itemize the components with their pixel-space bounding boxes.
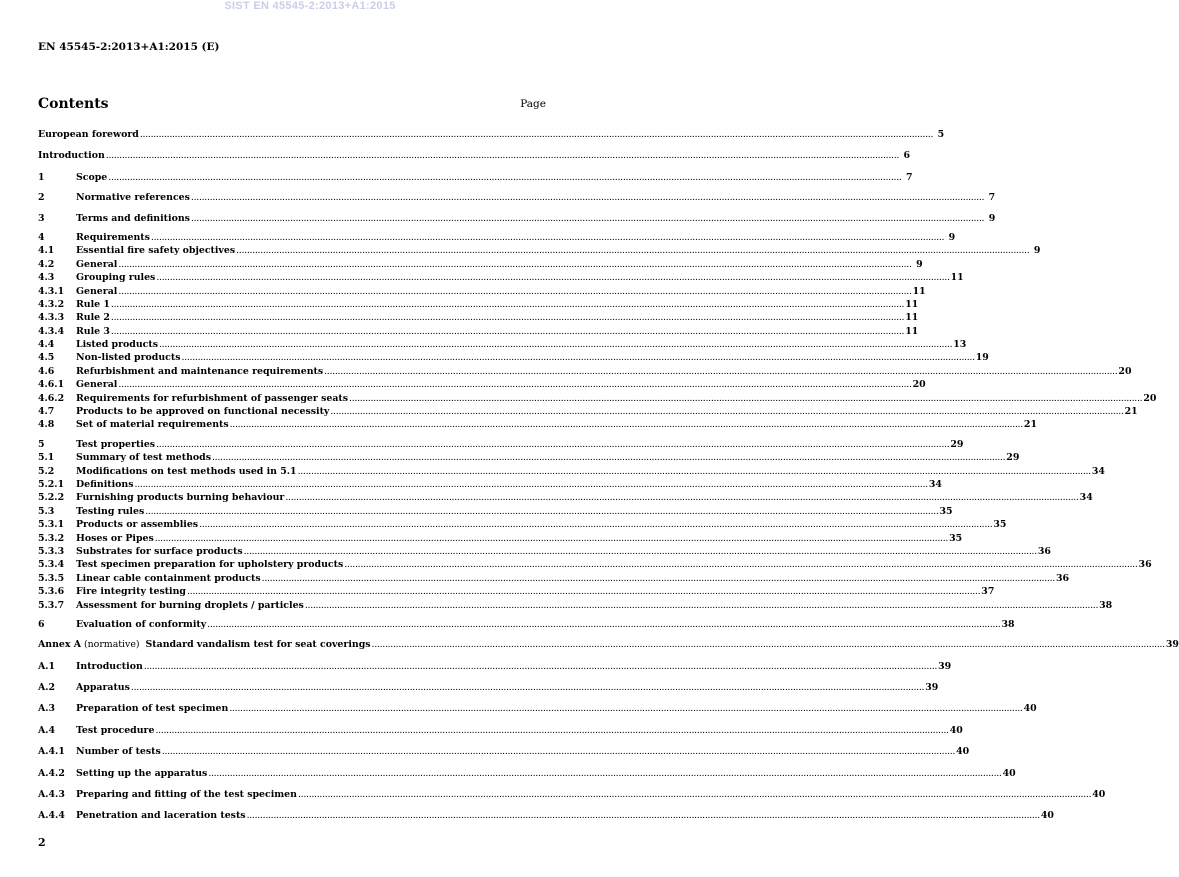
toc-entry-page: 39 — [925, 682, 939, 694]
toc-entry[interactable] — [38, 258, 923, 271]
page-column-label: Page — [520, 98, 546, 110]
toc-entry[interactable] — [38, 231, 956, 244]
toc-entry-page: 40 — [1040, 810, 1054, 822]
toc-entry-page: 9 — [948, 231, 956, 243]
dot-leader — [118, 258, 911, 271]
toc-entry-title — [81, 638, 371, 651]
toc-entry-title-text: Hoses or Pipes — [76, 532, 154, 544]
dot-leader — [118, 378, 911, 391]
toc-entry[interactable] — [38, 491, 1093, 504]
toc-entry-number: 4.2 — [38, 258, 55, 270]
toc-entry-title — [76, 271, 155, 284]
toc-entry-title-text: Test procedure — [76, 724, 155, 736]
toc-entry-title — [76, 767, 207, 780]
toc-entry-number: European foreword — [38, 129, 139, 140]
dot-leader — [144, 660, 937, 673]
toc-entry-number: A.2 — [38, 682, 56, 694]
dot-leader — [208, 767, 1001, 780]
toc-entry[interactable] — [38, 171, 913, 184]
toc-entry-number: A.4.3 — [38, 789, 65, 801]
toc-entry[interactable] — [38, 532, 963, 545]
dot-leader — [151, 231, 944, 244]
dot-leader — [162, 745, 955, 758]
toc-entry-title — [76, 351, 180, 364]
toc-entry-title-text: Requirements — [76, 231, 150, 243]
dot-leader — [230, 418, 1023, 431]
toc-entry-page: 11 — [912, 285, 926, 297]
toc-entry[interactable] — [38, 451, 1020, 464]
toc-entry[interactable] — [38, 311, 919, 324]
toc-entry-title — [76, 809, 246, 822]
toc-entry[interactable] — [38, 660, 952, 673]
dot-leader — [135, 478, 928, 491]
toc-entry[interactable] — [38, 599, 1113, 612]
dot-leader — [236, 244, 1029, 257]
toc-entry[interactable] — [38, 572, 1069, 585]
toc-entry-title-text: Apparatus — [76, 682, 130, 694]
toc-entry-number: 1 — [38, 171, 45, 183]
toc-entry-title-text: Test properties — [76, 438, 156, 450]
toc-entry[interactable] — [38, 365, 1132, 378]
dot-leader — [262, 572, 1055, 585]
dot-leader — [156, 271, 949, 284]
dot-leader — [155, 532, 948, 545]
toc-entry-title-text: Refurbishment and maintenance requirements — [76, 365, 324, 377]
toc-entry-title-text: Modifications on test methods used in 5.1 — [76, 465, 297, 477]
toc-entry-title — [76, 532, 154, 545]
toc-entry-page: 40 — [1023, 703, 1037, 715]
dot-leader — [199, 518, 992, 531]
dot-leader — [324, 365, 1117, 378]
toc-entry-number: 3 — [38, 212, 45, 224]
toc-entry-page: 11 — [905, 325, 919, 337]
toc-entry-title — [76, 191, 190, 204]
toc-entry-number: 5.3.3 — [38, 545, 65, 557]
toc-entry-number: 4.7 — [38, 406, 55, 418]
document-identifier: EN 45545-2:2013+A1:2015 (E) — [38, 41, 220, 53]
toc-entry-title — [76, 788, 297, 801]
toc-entry-number: 5.3.2 — [38, 532, 65, 544]
toc-entry-page: 39 — [1165, 639, 1179, 651]
dot-leader — [108, 171, 901, 184]
toc-entry[interactable] — [38, 392, 1157, 405]
toc-entry[interactable] — [38, 128, 945, 141]
toc-entry-title-text: Terms and definitions — [76, 212, 190, 224]
toc-entry[interactable] — [38, 478, 942, 491]
toc-entry-page: 21 — [1023, 419, 1037, 431]
toc-entry[interactable] — [38, 545, 1051, 558]
toc-entry[interactable] — [38, 405, 1138, 418]
toc-entry-title — [76, 438, 155, 451]
toc-entry-title-text: Fire integrity testing — [76, 586, 186, 598]
toc-entry-title — [76, 171, 107, 184]
toc-entry-title — [76, 392, 348, 405]
toc-entry[interactable] — [38, 745, 970, 758]
toc-entry-number: 5.2.2 — [38, 492, 65, 504]
toc-entry-page: 19 — [975, 352, 989, 364]
toc-entry[interactable] — [38, 285, 926, 298]
toc-entry-page: 7 — [988, 192, 996, 204]
dot-leader — [285, 491, 1078, 504]
toc-entry-number: 4.5 — [38, 352, 55, 364]
annex-type: (normative) — [81, 639, 146, 651]
toc-entry-title-text: General — [76, 285, 118, 297]
toc-entry-number: 4.3.4 — [38, 325, 65, 337]
toc-entry[interactable] — [38, 298, 919, 311]
toc-entry-title — [76, 258, 117, 271]
toc-entry[interactable] — [38, 325, 919, 338]
toc-entry-title — [76, 724, 154, 737]
toc-entry[interactable] — [38, 505, 953, 518]
toc-entry-number: 5.3.5 — [38, 572, 65, 584]
dot-leader — [229, 702, 1022, 715]
dot-leader — [305, 599, 1098, 612]
toc-entry-title — [76, 418, 229, 431]
toc-entry-page: 34 — [1079, 492, 1093, 504]
toc-entry-number: A.4.4 — [38, 810, 65, 822]
toc-entry-title-text: Rule 1 — [76, 298, 110, 310]
dot-leader — [349, 392, 1142, 405]
toc-entry-title — [76, 681, 130, 694]
dot-leader — [106, 149, 899, 162]
toc-entry-title-text: Products or assemblies — [76, 519, 199, 531]
toc-entry-title — [76, 378, 117, 391]
toc-entry-page: 29 — [1006, 452, 1020, 464]
toc-entry-number: 4.8 — [38, 419, 55, 431]
toc-entry-number: 4.3.3 — [38, 312, 65, 324]
toc-entry-page: 9 — [1033, 245, 1041, 257]
toc-entry-number: 4 — [38, 231, 45, 243]
toc-entry[interactable] — [38, 809, 1054, 822]
dot-leader — [140, 128, 933, 141]
dot-leader — [298, 465, 1091, 478]
dot-leader — [212, 451, 1005, 464]
toc-entry-number: 4.4 — [38, 339, 55, 351]
dot-leader — [118, 285, 911, 298]
toc-entry-number: 4.6.1 — [38, 379, 65, 391]
toc-entry[interactable] — [38, 149, 911, 162]
toc-entry-title — [76, 338, 158, 351]
toc-entry-title-text: Assessment for burning droplets / particles — [76, 599, 304, 611]
toc-entry-page: 40 — [949, 724, 963, 736]
toc-entry[interactable] — [38, 191, 996, 204]
toc-entry-number: 5 — [38, 438, 45, 450]
toc-entry-title — [76, 518, 198, 531]
toc-entry-page: 38 — [1099, 599, 1113, 611]
toc-entry-title-text: Products to be approved on functional necessity — [76, 406, 330, 418]
toc-entry-title-text: Set of material requirements — [76, 419, 229, 431]
toc-entry-page: 20 — [912, 379, 926, 391]
toc-entry-title — [76, 405, 329, 418]
toc-entry-number: 5.3.1 — [38, 519, 65, 531]
toc-entry-number: 5.3.4 — [38, 559, 65, 571]
toc-entry[interactable] — [38, 724, 963, 737]
toc-entry-page: 9 — [988, 212, 996, 224]
toc-entry-title — [76, 365, 323, 378]
toc-entry-title-text: Requirements for refurbishment of passenger seats — [76, 392, 349, 404]
toc-entry-title-text: Test specimen preparation for upholstery products — [76, 559, 344, 571]
toc-entry-title — [76, 558, 343, 571]
toc-entry-title-text: Standard vandalism test for seat coverings — [145, 639, 371, 651]
toc-entry-number: 4.6.2 — [38, 392, 65, 404]
toc-entry-title-text: Summary of test methods — [76, 452, 211, 464]
toc-entry-number: 5.3.6 — [38, 586, 65, 598]
toc-entry[interactable] — [38, 767, 1016, 780]
toc-entry[interactable] — [38, 465, 1105, 478]
dot-leader — [298, 788, 1091, 801]
toc-entry-title-text: General — [76, 379, 118, 391]
toc-entry-number: 5.1 — [38, 452, 55, 464]
toc-entry-page: 6 — [903, 150, 911, 162]
toc-entry-title — [76, 465, 297, 478]
toc-entry-page: 13 — [953, 339, 967, 351]
toc-entry-title-text: Listed products — [76, 339, 158, 351]
toc-entry-page: 21 — [1124, 406, 1138, 418]
toc-entry-page: 37 — [981, 586, 995, 598]
toc-entry-title-text: Introduction — [76, 660, 143, 672]
toc-entry-title-text: Setting up the apparatus — [76, 767, 208, 779]
toc-entry-page: 40 — [1092, 789, 1106, 801]
toc-entry-number: 4.3.1 — [38, 285, 65, 297]
toc-entry-number: 5.2 — [38, 465, 55, 477]
toc-entry-title-text: Evaluation of conformity — [76, 618, 207, 630]
toc-entry-page: 36 — [1055, 572, 1069, 584]
toc-entry-number: 4.6 — [38, 365, 55, 377]
toc-entry-page: 40 — [956, 746, 970, 758]
toc-entry-number: A.4.2 — [38, 767, 65, 779]
toc-entry-title-text: Furnishing products burning behaviour — [76, 492, 285, 504]
page-number: 2 — [38, 836, 46, 849]
toc-entry-title — [76, 298, 110, 311]
contents-heading: Contents — [38, 96, 109, 112]
dot-leader — [156, 438, 949, 451]
toc-entry-title-text: Testing rules — [76, 505, 145, 517]
toc-entry-number: 6 — [38, 618, 45, 630]
toc-entry-page: 20 — [1118, 365, 1132, 377]
toc-entry-title-text: Non-listed products — [76, 352, 181, 364]
toc-entry-title-text: Preparation of test specimen — [76, 703, 229, 715]
toc-entry-title — [76, 505, 144, 518]
toc-entry-title — [76, 745, 161, 758]
toc-entry-title — [76, 231, 150, 244]
toc-entry-title-text: Definitions — [76, 478, 134, 490]
toc-entry-number: A.4.1 — [38, 746, 65, 758]
table-of-contents — [38, 128, 1179, 823]
toc-entry[interactable] — [38, 212, 996, 225]
toc-entry-number: A.4 — [38, 724, 56, 736]
toc-entry[interactable] — [38, 618, 1015, 631]
toc-entry-page: 40 — [1002, 767, 1016, 779]
toc-entry-title — [76, 599, 304, 612]
toc-entry-page: 9 — [916, 258, 923, 270]
toc-entry[interactable] — [38, 351, 989, 364]
toc-entry-title-text: Preparing and fitting of the test specimen — [76, 789, 297, 801]
toc-entry-title — [76, 325, 110, 338]
dot-leader — [244, 545, 1037, 558]
toc-entry-title — [76, 285, 117, 298]
toc-entry-title — [76, 244, 235, 257]
toc-entry-number: 4.1 — [38, 245, 55, 257]
toc-entry[interactable] — [38, 244, 1041, 257]
dot-leader — [344, 558, 1137, 571]
dot-leader — [207, 618, 1000, 631]
toc-entry-title-text: Normative references — [76, 192, 190, 204]
dot-leader — [111, 311, 904, 324]
toc-entry[interactable] — [38, 638, 1179, 651]
toc-entry-number: Annex A — [38, 639, 81, 651]
toc-entry-number: Introduction — [38, 150, 105, 162]
toc-entry-page: 35 — [949, 532, 963, 544]
toc-entry-number: 4.3.2 — [38, 298, 65, 310]
toc-entry-page: 35 — [939, 505, 953, 517]
toc-entry-number: 5.3.7 — [38, 599, 65, 611]
toc-entry[interactable] — [38, 438, 964, 451]
toc-entry-page: 34 — [928, 478, 942, 490]
toc-entry[interactable] — [38, 378, 926, 391]
toc-entry-page: 36 — [1138, 559, 1152, 571]
toc-entry[interactable] — [38, 338, 967, 351]
toc-entry[interactable] — [38, 418, 1037, 431]
toc-entry-page: 29 — [950, 438, 964, 450]
dot-leader — [111, 325, 904, 338]
toc-entry[interactable] — [38, 271, 964, 284]
toc-entry-page: 5 — [937, 129, 945, 140]
toc-entry-page: 11 — [905, 298, 919, 310]
dot-leader — [372, 638, 1165, 651]
toc-entry[interactable] — [38, 681, 939, 694]
toc-entry-title — [76, 572, 261, 585]
toc-entry-title — [76, 618, 206, 631]
dot-leader — [131, 681, 924, 694]
toc-entry-page: 11 — [950, 272, 964, 284]
dot-leader — [181, 351, 974, 364]
toc-entry-title-text: Penetration and laceration tests — [76, 810, 246, 822]
toc-entry-title-text: Scope — [76, 171, 108, 183]
toc-entry-number: 5.3 — [38, 505, 55, 517]
dot-leader — [330, 405, 1123, 418]
dot-leader — [191, 212, 984, 225]
toc-entry-number: A.1 — [38, 660, 56, 672]
toc-entry-title — [76, 702, 228, 715]
toc-entry-title-text: General — [76, 258, 118, 270]
toc-entry[interactable] — [38, 558, 1152, 571]
toc-entry-page: 36 — [1037, 545, 1051, 557]
toc-entry-title — [76, 478, 134, 491]
toc-entry-page: 38 — [1001, 618, 1015, 630]
toc-entry-title-text: Substrates for surface products — [76, 545, 243, 557]
toc-entry-title-text: Linear cable containment products — [76, 572, 261, 584]
dot-leader — [159, 338, 952, 351]
toc-entry-page: 39 — [938, 660, 952, 672]
toc-entry-title — [76, 451, 211, 464]
toc-entry-title-text: Rule 2 — [76, 312, 110, 324]
toc-entry-title — [76, 660, 143, 673]
toc-entry-title — [76, 311, 110, 324]
toc-entry-number: 4.3 — [38, 272, 55, 284]
dot-leader — [191, 191, 984, 204]
toc-entry[interactable] — [38, 585, 995, 598]
toc-entry[interactable] — [38, 702, 1037, 715]
toc-entry-page: 11 — [905, 312, 919, 324]
toc-entry-title — [76, 212, 190, 225]
toc-entry[interactable] — [38, 518, 1007, 531]
toc-entry-title — [76, 491, 284, 504]
toc-entry-number: 2 — [38, 192, 45, 204]
toc-entry-page: 7 — [906, 171, 913, 183]
toc-entry-title-text: Number of tests — [76, 746, 161, 758]
toc-entry-page: 34 — [1091, 465, 1105, 477]
toc-entry-number: A.3 — [38, 703, 56, 715]
toc-entry-title — [76, 545, 243, 558]
watermark: SIST EN 45545-2:2013+A1:2015 — [224, 0, 396, 12]
dot-leader — [187, 585, 980, 598]
dot-leader — [145, 505, 938, 518]
toc-entry[interactable] — [38, 788, 1106, 801]
toc-entry-title — [76, 585, 186, 598]
toc-entry-number: 5.2.1 — [38, 478, 65, 490]
dot-leader — [111, 298, 904, 311]
toc-entry-title-text: Grouping rules — [76, 272, 156, 284]
dot-leader — [155, 724, 948, 737]
toc-entry-page: 20 — [1143, 392, 1157, 404]
dot-leader — [247, 809, 1040, 822]
toc-entry-title-text: Essential fire safety objectives — [76, 245, 236, 257]
toc-entry-page: 35 — [993, 519, 1007, 531]
toc-entry-title-text: Rule 3 — [76, 325, 110, 337]
